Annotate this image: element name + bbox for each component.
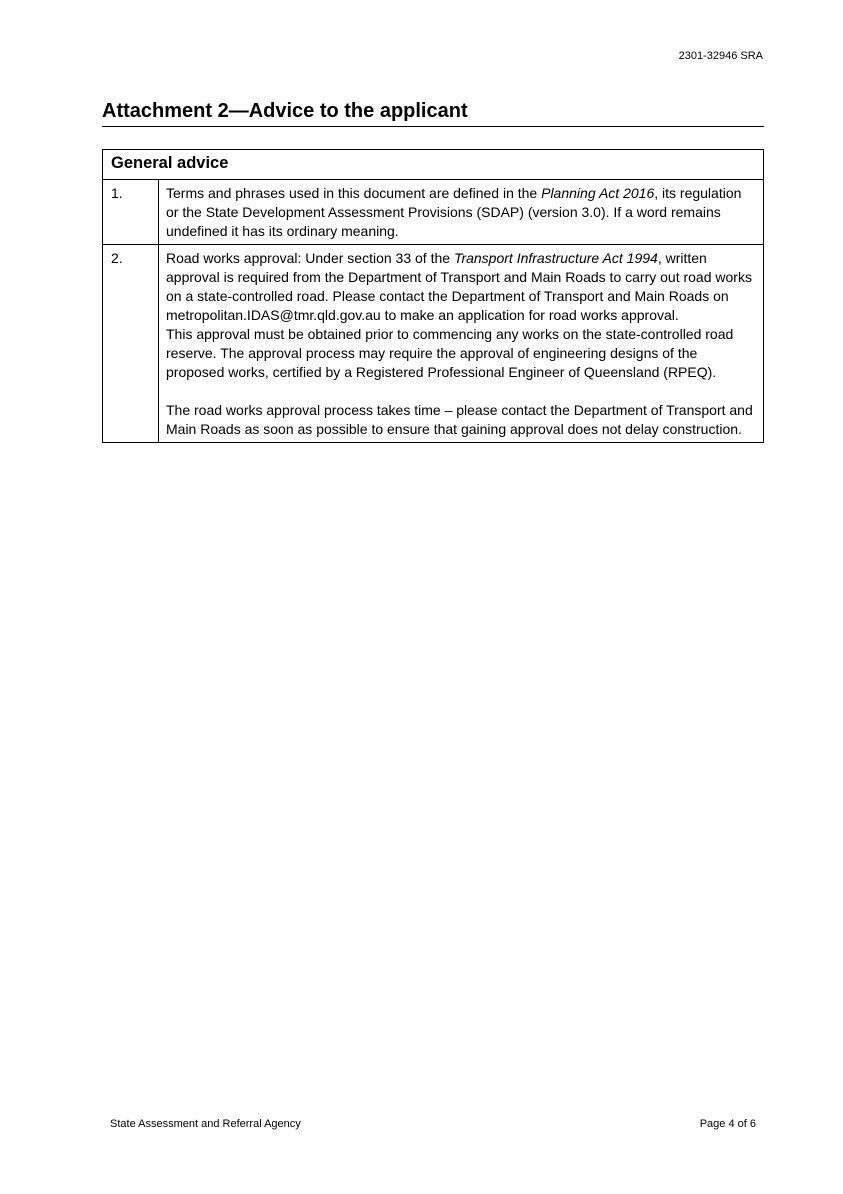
row-text [159, 180, 764, 245]
footer-agency-name: State Assessment and Referral Agency [110, 1118, 301, 1130]
row-number: 2. [103, 245, 159, 443]
paragraph-spacer [166, 382, 755, 401]
page-title: Attachment 2—Advice to the applicant [102, 100, 764, 127]
document-reference: 2301-32946 SRA [678, 50, 763, 62]
table-header-row [103, 150, 764, 180]
row-text [159, 245, 764, 443]
paragraph: The road works approval process takes time – please contact the Department of Transport and Main Roads as soon as possible to ensure that gaining approval does not delay construction. [166, 402, 753, 437]
text-segment: , its regulation or the State Development Assessment Provisions (SDAP) (version 3.0). If a word remains undefined it has its ordinary meaning. [166, 185, 742, 239]
table-row [103, 180, 764, 245]
table-heading: General advice [103, 150, 764, 180]
general-advice-table [102, 149, 764, 443]
paragraph [166, 249, 755, 325]
act-name: Transport Infrastructure Act 1994 [453, 250, 658, 266]
text-segment: , written approval is required from the Department of Transport and Main Roads to carry out road works on a state-controlled road. Please contact the Department of Transport and Main Roads on metropolitan.IDAS@tmr.qld.gov.au to make an application for road works approval. [166, 250, 752, 323]
table-row [103, 245, 764, 443]
footer-page-number: Page 4 of 6 [699, 1118, 756, 1130]
text-segment: Road works approval: Under section 33 of the [166, 250, 454, 266]
act-name: Planning Act 2016 [541, 185, 655, 201]
paragraph: This approval must be obtained prior to commencing any works on the state-controlled road reserve. The approval process may require the approval of engineering designs of the proposed works, certified by a Registered Professional Engineer of Queensland (RPEQ). [166, 326, 734, 380]
text-segment: Terms and phrases used in this document are defined in the [166, 185, 542, 201]
row-number: 1. [103, 180, 159, 245]
